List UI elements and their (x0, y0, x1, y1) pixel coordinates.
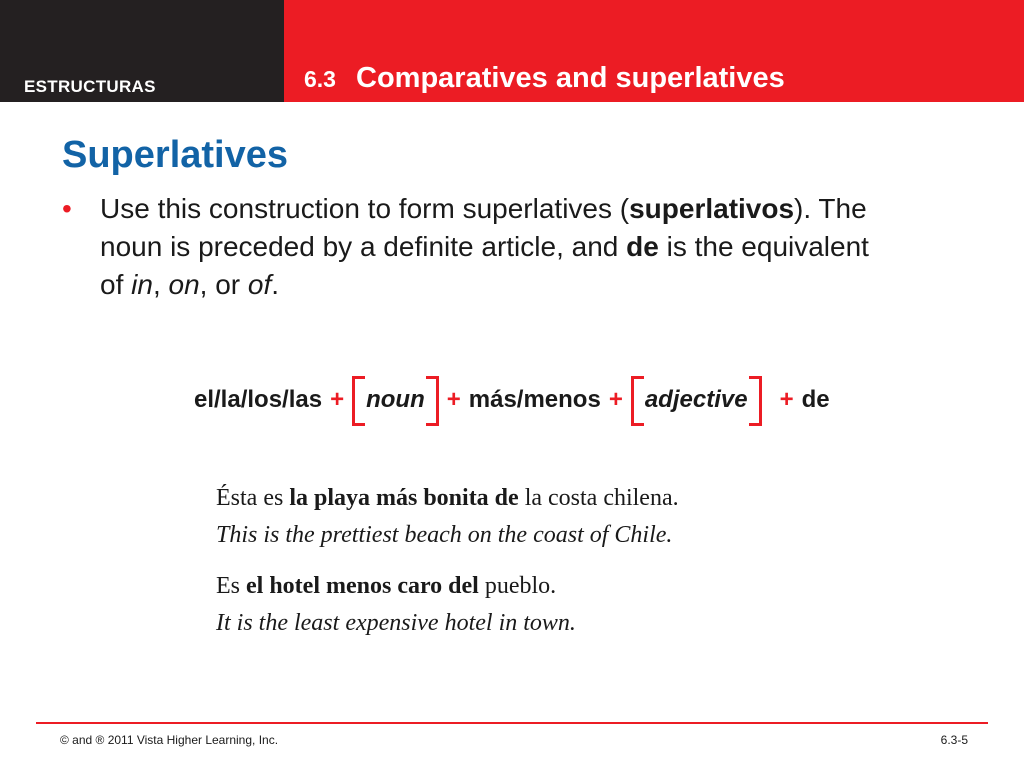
term-de: de (626, 231, 659, 262)
bracket-right-icon (426, 376, 439, 426)
example-highlight: la playa más bonita de (289, 485, 519, 511)
bracket-left-icon (352, 376, 365, 426)
example-english: It is the least expensive hotel in town. (216, 610, 576, 636)
bullet-text-part: is the equivalent of (100, 231, 869, 300)
formula-preposition: de (801, 386, 830, 413)
slide-title: Superlatives (62, 134, 288, 176)
bracket-right-icon (749, 376, 762, 426)
term-of: of (247, 269, 272, 300)
plus-sign: + (779, 386, 794, 413)
example-english: This is the prettiest beach on the coast of Chile. (216, 522, 673, 548)
formula-article: el/la/los/las (194, 386, 323, 413)
plus-sign: + (330, 386, 345, 413)
chapter-title: Comparatives and superlatives (356, 62, 785, 94)
example-highlight: el hotel menos caro del (246, 573, 479, 599)
bullet-text-part: ). The noun is preceded by a definite article, and (100, 193, 867, 262)
term-superlativos: superlativos (629, 193, 795, 224)
bullet-text-part: . (271, 269, 280, 300)
bullet-text-part: , or (199, 269, 248, 300)
bullet-text (100, 190, 900, 304)
chapter-tab (284, 0, 1024, 102)
brand-label: ESTRUCTURAS (24, 77, 156, 96)
brand-tab (0, 0, 284, 102)
example-pair (216, 568, 916, 642)
slide-header (0, 0, 1024, 102)
term-on: on (168, 269, 200, 300)
example-text: Es (216, 573, 246, 599)
bullet-text-part: Use this construction to form superlatives ( (100, 193, 630, 224)
bullet-marker: • (62, 193, 72, 224)
footer-divider (36, 722, 988, 724)
slot-adjective-label: adjective (644, 386, 748, 413)
page-number: 6.3-5 (940, 733, 968, 747)
copyright-notice: © and ® 2011 Vista Higher Learning, Inc. (60, 733, 279, 747)
example-spanish (216, 568, 916, 605)
section-number: 6.3 (304, 66, 336, 92)
example-spanish (216, 480, 916, 517)
term-in: in (131, 269, 153, 300)
formula-slot-adjective (631, 386, 762, 414)
superlative-formula (194, 380, 830, 420)
plus-sign: + (608, 386, 623, 413)
plus-sign: + (446, 386, 461, 413)
example-text: la costa chilena. (518, 485, 679, 511)
bullet-text-part: , (152, 269, 169, 300)
example-pair (216, 480, 916, 554)
slot-noun-label: noun (366, 386, 425, 413)
formula-comparative: más/menos (468, 386, 601, 413)
example-sentences (216, 480, 916, 656)
example-text: Ésta es (216, 485, 290, 511)
formula-slot-noun (352, 386, 439, 414)
example-text: pueblo. (478, 573, 557, 599)
bracket-left-icon (631, 376, 644, 426)
